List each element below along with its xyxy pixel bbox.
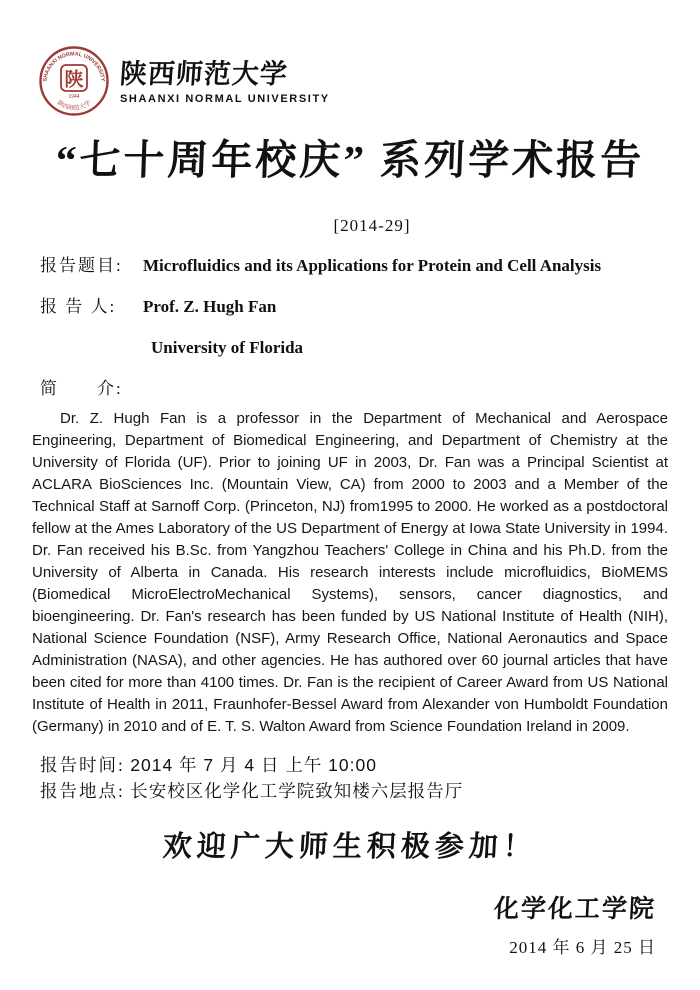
time-label: 报告时间: — [40, 755, 125, 776]
time-value: 2014 年 7 月 4 日 上午 10:00 — [130, 755, 377, 776]
university-name-english: SHAANXI NORMAL UNIVERSITY — [120, 92, 330, 105]
logo-founding-year: 1944 — [68, 94, 80, 100]
topic-row — [40, 254, 668, 278]
page-title: “七十周年校庆” 系列学术报告 — [55, 137, 645, 183]
intro-label: 简 介: — [40, 379, 123, 399]
lecture-fields — [32, 254, 668, 400]
affiliation-row — [40, 336, 668, 360]
issue-number: [2014-29] — [333, 216, 411, 236]
university-names — [120, 52, 330, 105]
logo-ring-text-top: SHAANXI NORMAL UNIVERSITY — [42, 51, 106, 82]
speaker-bio-paragraph: Dr. Z. Hugh Fan is a professor in the Department of Mechanical and Aerospace Engineering, Department of Biomedical Engineering, and Department of Chemistry at the University of Florida (UF). Prior to joining UF in 2003, Dr. Fan was a Principal Scientist at ACLARA BioSciences Inc. (Mountain View, CA) from 2000 to 2003 and a Member of the Technical Staff at Sarnoff Corp. (Princeton, NJ) from1995 to 2000. He worked as a postdoctoral fellow at the Ames Laboratory of the US Department of Energy at Iowa State University in 1994. Dr. Fan received his B.Sc. from Yangzhou Teachers' College in China and his Ph.D. from the University of Alberta in Canada. His research interests include microfluidics, BioMEMS (Biomedical MicroElectroMechanical Systems), sensors, cancer diagnostics, and bioengineering. Dr. Fan's research has been funded by US National Institute of Health (NIH), National Science Foundation (NSF), Army Research Office, National Aeronautics and Space Administration (NASA), and other agencies. He has authored over 60 journal articles that have been cited for more than 4100 times. Dr. Fan is the recipient of Career Award from US National Institute of Health in 2011, Fraunhofer-Bessel Award from Alexander von Humboldt Foundation (Germany) in 2010 and of E. T. S. Walton Award from Science Foundation Ireland in 2009. — [32, 410, 668, 736]
venue-value: 长安校区化学化工学院致知楼六层报告厅 — [130, 781, 464, 802]
welcome-line: 欢迎广大师生积极参加！ — [162, 831, 538, 864]
logo-seal-character: 陕 — [64, 69, 84, 91]
time-row — [40, 752, 668, 778]
university-header — [32, 45, 668, 117]
intro-row — [40, 377, 668, 400]
speaker-row — [40, 295, 668, 319]
speaker-label: 报 告 人: — [40, 297, 117, 317]
topic-value: Microfluidics and its Applications for Protein and Cell Analysis — [143, 256, 602, 276]
signature-block — [32, 889, 668, 958]
schedule-block — [32, 752, 668, 804]
logo-ring-text-bottom: 陕西师范大学 — [55, 99, 93, 113]
venue-row — [40, 778, 668, 804]
venue-label: 报告地点: — [40, 781, 125, 802]
university-name-chinese: 陕西师范大学 — [118, 58, 289, 89]
topic-label: 报告题目: — [40, 256, 123, 276]
university-logo — [38, 45, 110, 117]
affiliation-value: University of Florida — [151, 338, 304, 358]
speaker-value: Prof. Z. Hugh Fan — [143, 297, 277, 317]
signature-department: 化学化工学院 — [493, 896, 657, 924]
signature-date: 2014 年 6 月 25 日 — [509, 938, 656, 958]
